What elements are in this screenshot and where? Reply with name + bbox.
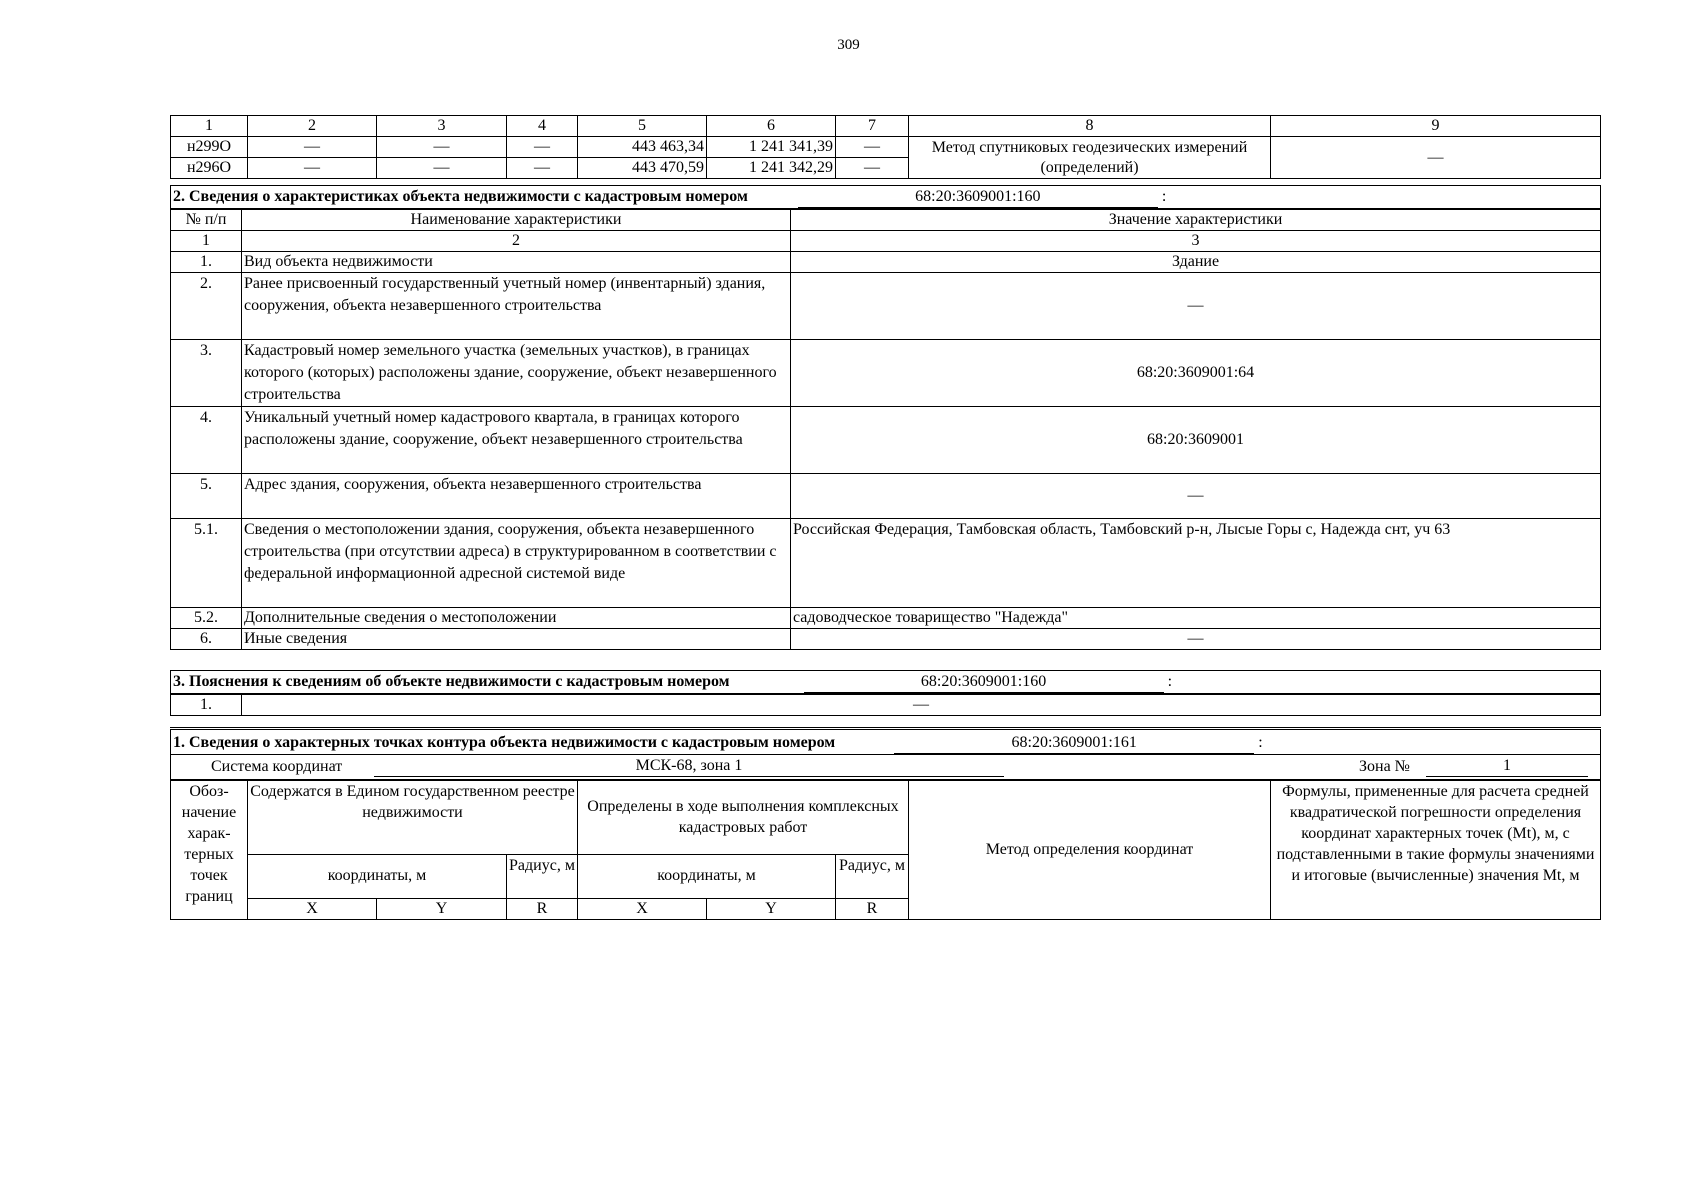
table-row: [171, 273, 1601, 340]
coord-system-label: Система координат: [211, 758, 343, 775]
row-number: 1.: [171, 252, 242, 273]
coord-header-cell: 1: [171, 116, 248, 137]
r-header: R: [836, 898, 909, 919]
col-number: 2: [242, 231, 791, 252]
row-value: Российская Федерация, Тамбовская область, Тамбовский р-н, Лысые Горы с, Надежда снт, уч 63: [791, 519, 1601, 608]
cell: —: [507, 158, 578, 179]
section2-table: [170, 185, 1601, 650]
coord-header-cell: 3: [377, 116, 507, 137]
row-number: 5.: [171, 474, 242, 519]
row-value: 68:20:3609001:64: [791, 340, 1601, 407]
section1b-cadnum: 68:20:3609001:161: [894, 733, 1254, 754]
col-header: Наименование характеристики: [242, 209, 791, 231]
designation-header: Обоз-начение харак-терных точек границ: [171, 780, 248, 919]
section2-title: 2. Сведения о характеристиках объекта недвижимости с кадастровым номером: [173, 188, 748, 205]
x-header: X: [578, 898, 707, 919]
table-row: [171, 340, 1601, 407]
row-name: Ранее присвоенный государственный учетный номер (инвентарный) здания, сооружения, объекта незавершенного строительства: [242, 273, 791, 340]
cell: —: [836, 158, 909, 179]
row-name: Вид объекта недвижимости: [242, 252, 791, 273]
coords-header: координаты, м: [578, 854, 836, 898]
x-header: X: [248, 898, 377, 919]
header-row-1: [171, 780, 1601, 854]
colon: :: [1258, 734, 1263, 751]
section2-cadnum: 68:20:3609001:160: [798, 187, 1158, 208]
coord-header-cell: 5: [578, 116, 707, 137]
cell: —: [507, 137, 578, 158]
page-number: 309: [837, 37, 860, 53]
radius-header: Радиус, м: [836, 854, 909, 898]
section2-title-row: [171, 186, 1601, 210]
coord-x: 443 470,59: [578, 158, 707, 179]
complex-header: Определены в ходе выполнения комплексных кадастровых работ: [578, 780, 909, 854]
formula-header: Формулы, примененные для расчета средней квадратической погрешности определения координат характерных точек (Mt), м, с подставленными в такие формулы значениями и итоговые (вычисленные) значения Mt, м: [1271, 780, 1601, 919]
section3-title: 3. Пояснения к сведениям об объекте недвижимости с кадастровым номером: [173, 673, 730, 690]
row-name: Кадастровый номер земельного участка (земельных участков), в границах которого (которых) расположены здание, сооружение, объект незавершенного строительства: [242, 340, 791, 407]
table-row: [171, 608, 1601, 629]
section3-cadnum: 68:20:3609001:160: [804, 672, 1164, 693]
zone-value: 1: [1426, 756, 1588, 777]
section2-header-row: [171, 209, 1601, 231]
colon: :: [1161, 188, 1167, 205]
method-header: Метод определения координат: [909, 780, 1271, 919]
table-row: [171, 407, 1601, 474]
row-name: Дополнительные сведения о местоположении: [242, 608, 791, 629]
coord-header-cell: 8: [909, 116, 1271, 137]
cell: —: [248, 158, 377, 179]
cell: —: [248, 137, 377, 158]
point-id: н296О: [171, 158, 248, 179]
coord-table: [170, 115, 1601, 179]
table-row: [171, 694, 1601, 716]
coord-header-cell: 6: [707, 116, 836, 137]
radius-header: Радиус, м: [507, 854, 578, 898]
row-number: 5.2.: [171, 608, 242, 629]
method-cell: Метод спутниковых геодезических измерений (определений): [909, 137, 1271, 179]
formula-cell: —: [1271, 137, 1601, 179]
col-number: 3: [791, 231, 1601, 252]
egrn-header: Содержатся в Едином государственном реестре недвижимости: [248, 780, 578, 854]
table-row: [171, 137, 1601, 158]
coord-system-row: [171, 755, 1601, 781]
row-value: —: [242, 694, 1601, 716]
row-number: 6.: [171, 629, 242, 650]
row-value: Здание: [791, 252, 1601, 273]
colon: :: [1167, 673, 1173, 690]
cell: —: [377, 137, 507, 158]
col-header: Значение характеристики: [791, 209, 1601, 231]
row-value: 68:20:3609001: [791, 407, 1601, 474]
table-row: [171, 474, 1601, 519]
y-header: Y: [377, 898, 507, 919]
row-value: —: [791, 273, 1601, 340]
coord-header-cell: 7: [836, 116, 909, 137]
row-number: 3.: [171, 340, 242, 407]
col-header: № п/п: [171, 209, 242, 231]
point-id: н299О: [171, 137, 248, 158]
row-name: Сведения о местоположении здания, сооружения, объекта незавершенного строительства (при отсутствии адреса) в структурированном в соответствии с федеральной информационной адресной системой виде: [242, 519, 791, 608]
row-value: садоводческое товарищество "Надежда": [791, 608, 1601, 629]
row-number: 5.1.: [171, 519, 242, 608]
r-header: R: [507, 898, 578, 919]
coord-x: 443 463,34: [578, 137, 707, 158]
row-number: 1.: [171, 694, 242, 716]
row-number: 2.: [171, 273, 242, 340]
row-number: 4.: [171, 407, 242, 474]
coord-table-header: [171, 116, 1601, 137]
table-row: [171, 519, 1601, 608]
coord-header-cell: 2: [248, 116, 377, 137]
section1b-title: 1. Сведения о характерных точках контура объекта недвижимости с кадастровым номером: [173, 734, 836, 751]
row-value: —: [791, 629, 1601, 650]
section1b-table: [170, 727, 1601, 920]
coord-header-cell: 4: [507, 116, 578, 137]
row-name: Уникальный учетный номер кадастрового квартала, в границах которого расположены здание, сооружение, объект незавершенного строительства: [242, 407, 791, 474]
section3-table: [170, 670, 1601, 716]
table-row: [171, 252, 1601, 273]
section2-num-row: [171, 231, 1601, 252]
table-row: [171, 629, 1601, 650]
row-value: —: [791, 474, 1601, 519]
zone-label: Зона №: [1359, 758, 1410, 775]
coord-header-cell: 9: [1271, 116, 1601, 137]
coord-y: 1 241 341,39: [707, 137, 836, 158]
coords-header: координаты, м: [248, 854, 507, 898]
cell: —: [377, 158, 507, 179]
y-header: Y: [707, 898, 836, 919]
coord-y: 1 241 342,29: [707, 158, 836, 179]
cell: —: [836, 137, 909, 158]
row-name: Адрес здания, сооружения, объекта незавершенного строительства: [242, 474, 791, 519]
row-name: Иные сведения: [242, 629, 791, 650]
section1b-title-row: [171, 729, 1601, 755]
coord-system-value: МСК-68, зона 1: [374, 756, 1004, 777]
section3-title-row: [171, 671, 1601, 695]
col-number: 1: [171, 231, 242, 252]
